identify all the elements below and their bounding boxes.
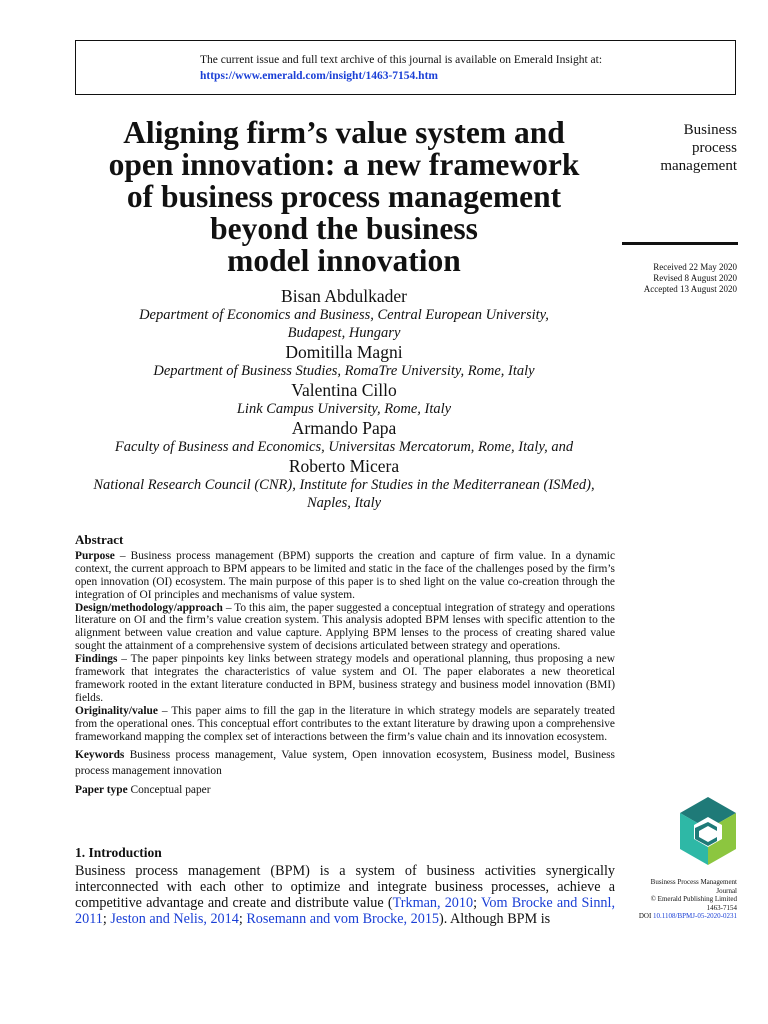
title-line: Aligning firm’s value system and xyxy=(123,115,565,150)
citation-separator: ; xyxy=(102,911,111,927)
journal-name-line: process xyxy=(692,140,737,156)
journal-name xyxy=(660,121,737,175)
abstract-heading: Abstract xyxy=(75,532,124,547)
keywords xyxy=(75,747,615,779)
findings-text: – The paper pinpoints key links between strategy models and operational planning, thus proposing a new framework that integrates the characteristics of value system and OI. The paper elaborates a new theoretical framework rooted in the extant literature conducted in BPM, business strategy and business model innovation (BMI) fields. xyxy=(75,653,615,704)
pub-info-line: Journal xyxy=(716,886,737,895)
author-affiliation: Faculty of Business and Economics, Universitas Mercatorum, Rome, Italy, and xyxy=(114,439,574,455)
affiliation-line: Department of Economics and Business, Central European University, xyxy=(139,307,549,323)
pub-info-line: 1463-7154 xyxy=(706,903,737,912)
citation-separator: ; xyxy=(238,911,247,927)
citation-link[interactable]: Trkman, 2010 xyxy=(392,895,474,911)
intro-text: ). Although BPM is xyxy=(439,911,551,927)
received-date: Received 22 May 2020 xyxy=(653,262,737,272)
emerald-logo-icon xyxy=(677,795,739,867)
abstract-section xyxy=(75,534,615,798)
originality-text: – This paper aims to fill the gap in the literature in which strategy models are separately treated from the operational ones. This conceptual effort contributes to the extant literature by drawing upon a comprehensive frameworkand mapping the complex set of interactions between the firm’s value chain and its innovation ecosystem. xyxy=(75,704,615,743)
title-line: of business process management xyxy=(126,179,562,214)
title-line: model innovation xyxy=(227,243,461,278)
author-name: Valentina Cillo xyxy=(291,380,397,400)
author-affiliation: Department of Business Studies, RomaTre University, Rome, Italy xyxy=(153,363,535,379)
abstract-purpose xyxy=(75,550,615,602)
purpose-label: Purpose xyxy=(75,549,115,562)
affiliation-line: Naples, Italy xyxy=(306,495,382,511)
citation-separator: ; xyxy=(473,895,481,911)
pub-info-line: Business Process Management xyxy=(650,878,737,886)
citation-link[interactable]: Jeston and Nelis, 2014 xyxy=(110,911,239,927)
introduction-section xyxy=(75,845,615,927)
article-dates xyxy=(644,262,737,295)
author-affiliation xyxy=(74,476,614,512)
abstract-design xyxy=(75,602,615,654)
author-affiliation: Link Campus University, Rome, Italy xyxy=(236,401,452,417)
doi-label: DOI xyxy=(638,912,652,921)
margin-divider xyxy=(622,242,738,245)
title-line: beyond the business xyxy=(210,211,478,246)
pub-info-line: © Emerald Publishing Limited xyxy=(650,895,737,904)
affiliation-line: National Research Council (CNR), Institute for Studies in the Mediterranean (ISMed), xyxy=(93,477,595,493)
journal-notice-box xyxy=(75,40,736,95)
originality-label: Originality/value xyxy=(75,704,158,717)
design-text: – To this aim, the paper suggested a conceptual integration of strategy and operations literature on OI and the firm’s value creation system. This analysis adopted BPM lenses with specific attention to the alignment between value creation and value capture. Applying BPM lenses to the process of creating shared value sought the attainment of a comprehensive system of decisions articulated between strategy and operations. xyxy=(75,601,615,653)
author-name: Domitilla Magni xyxy=(285,342,403,362)
doi-link[interactable]: 10.1108/BPMJ-05-2020-0231 xyxy=(653,912,737,921)
revised-date: Revised 8 August 2020 xyxy=(653,273,737,283)
paper-type-text: Conceptual paper xyxy=(127,783,211,796)
paper-title xyxy=(74,117,614,277)
paper-type xyxy=(75,782,615,798)
citation-link[interactable]: Rosemann and vom Brocke, 2015 xyxy=(246,911,440,927)
paper-type-label: Paper type xyxy=(75,783,128,796)
keywords-text: Business process management, Value system, Open innovation ecosystem, Business model, Business process management innovation xyxy=(75,748,615,777)
citation-link[interactable]: Vom Brocke and Sinnl, 2011 xyxy=(75,895,616,927)
journal-url-link[interactable]: https://www.emerald.com/insight/1463-7154.htm xyxy=(200,70,438,82)
design-label: Design/methodology/approach xyxy=(75,601,223,614)
journal-name-line: Business xyxy=(683,122,737,138)
author-name: Roberto Micera xyxy=(288,456,400,476)
journal-name-line: management xyxy=(660,158,737,174)
purpose-text: – Business process management (BPM) supports the creation and capture of firm value. In a dynamic context, the current approach to BPM appears to be limited and static in the face of the challenges posed by the firm’s open innovation (OI) ecosystem. The main purpose of this paper is to shed light on the value co-creation through the integration of OI principles and mechanisms of value system. xyxy=(75,549,615,601)
publication-info xyxy=(639,878,737,921)
intro-text: Business process management (BPM) is a system of business activities synergically interconnected with each other to optimize and integrate business processes, achieve a competitive advantage and create and distribute value ( xyxy=(75,863,615,911)
title-line: open innovation: a new framework xyxy=(108,147,580,182)
keywords-label: Keywords xyxy=(75,748,125,761)
introduction-paragraph xyxy=(75,863,615,927)
findings-label: Findings xyxy=(75,653,118,666)
author-affiliation xyxy=(74,306,614,342)
author-list xyxy=(74,286,614,512)
abstract-findings xyxy=(75,653,615,705)
abstract-originality xyxy=(75,705,615,744)
introduction-heading: 1. Introduction xyxy=(75,845,162,860)
author-name: Bisan Abdulkader xyxy=(281,286,407,306)
notice-text: The current issue and full text archive of this journal is available on Emerald Insight at: xyxy=(200,54,603,66)
doi-line xyxy=(639,912,737,921)
affiliation-line: Budapest, Hungary xyxy=(287,325,401,341)
accepted-date: Accepted 13 August 2020 xyxy=(643,284,737,294)
author-name: Armando Papa xyxy=(291,418,397,438)
